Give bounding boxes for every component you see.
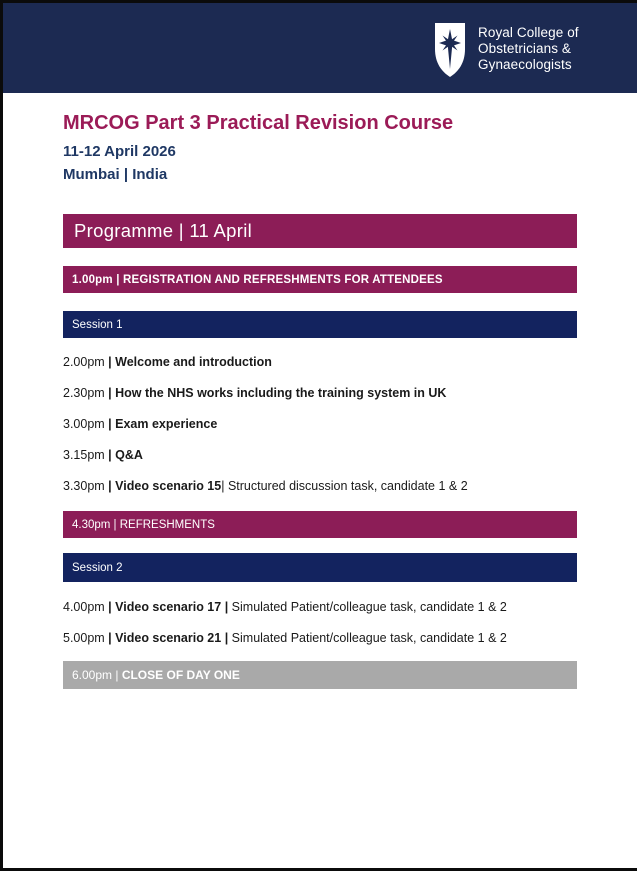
- item-time: 5.00pm: [63, 631, 109, 645]
- rcog-logo: [434, 22, 579, 78]
- item-desc: Simulated Patient/colleague task, candidate 1 & 2: [228, 600, 507, 614]
- item-time: 3.15pm: [63, 448, 109, 462]
- item-title: | Video scenario 15: [108, 479, 222, 493]
- schedule-item: [63, 416, 583, 433]
- session1-bar: Session 1: [63, 311, 577, 338]
- close-label: CLOSE OF DAY ONE: [121, 668, 240, 682]
- refreshments-bar: 4.30pm | REFRESHMENTS: [63, 511, 577, 538]
- item-time: 4.00pm: [63, 600, 109, 614]
- session2-bar: Session 2: [63, 553, 577, 582]
- intro-block: [63, 111, 453, 186]
- item-desc: | Structured discussion task, candidate 1 & 2: [221, 479, 468, 493]
- item-time: 3.00pm: [63, 417, 109, 431]
- item-time: 3.30pm: [63, 479, 109, 493]
- item-title: | How the NHS works including the training system in UK: [108, 386, 447, 400]
- item-title: | Welcome and introduction: [108, 355, 272, 369]
- schedule-item: [63, 385, 583, 402]
- logo-line-2: Obstetricians &: [478, 41, 572, 56]
- logo-line-1: Royal College of: [478, 25, 579, 40]
- item-desc: Simulated Patient/colleague task, candidate 1 & 2: [228, 631, 507, 645]
- logo-line-3: Gynaecologists: [478, 57, 572, 72]
- item-title: | Q&A: [108, 448, 143, 462]
- item-title: | Video scenario 17 |: [108, 600, 229, 614]
- programme-banner: Programme | 11 April: [63, 214, 577, 248]
- schedule-item: [63, 630, 583, 647]
- paper: [3, 0, 637, 868]
- schedule-item: [63, 354, 583, 371]
- item-title: | Video scenario 21 |: [108, 631, 229, 645]
- course-title: MRCOG Part 3 Practical Revision Course: [63, 112, 454, 134]
- registration-bar: 1.00pm | REGISTRATION AND REFRESHMENTS FOR ATTENDEES: [63, 266, 577, 293]
- close-time: 6.00pm |: [72, 668, 122, 682]
- header-band: [3, 0, 637, 93]
- course-location: Mumbai | India: [63, 166, 168, 183]
- item-time: 2.30pm: [63, 386, 109, 400]
- course-dates: 11-12 April 2026: [63, 143, 176, 160]
- item-title: | Exam experience: [108, 417, 218, 431]
- schedule-item: [63, 478, 583, 495]
- item-time: 2.00pm: [63, 355, 109, 369]
- schedule-item: [63, 447, 583, 464]
- close-of-day-bar: [63, 661, 577, 689]
- logo-wordmark: [478, 22, 579, 78]
- schedule-item: [63, 599, 583, 616]
- shield-star-icon: [434, 22, 466, 78]
